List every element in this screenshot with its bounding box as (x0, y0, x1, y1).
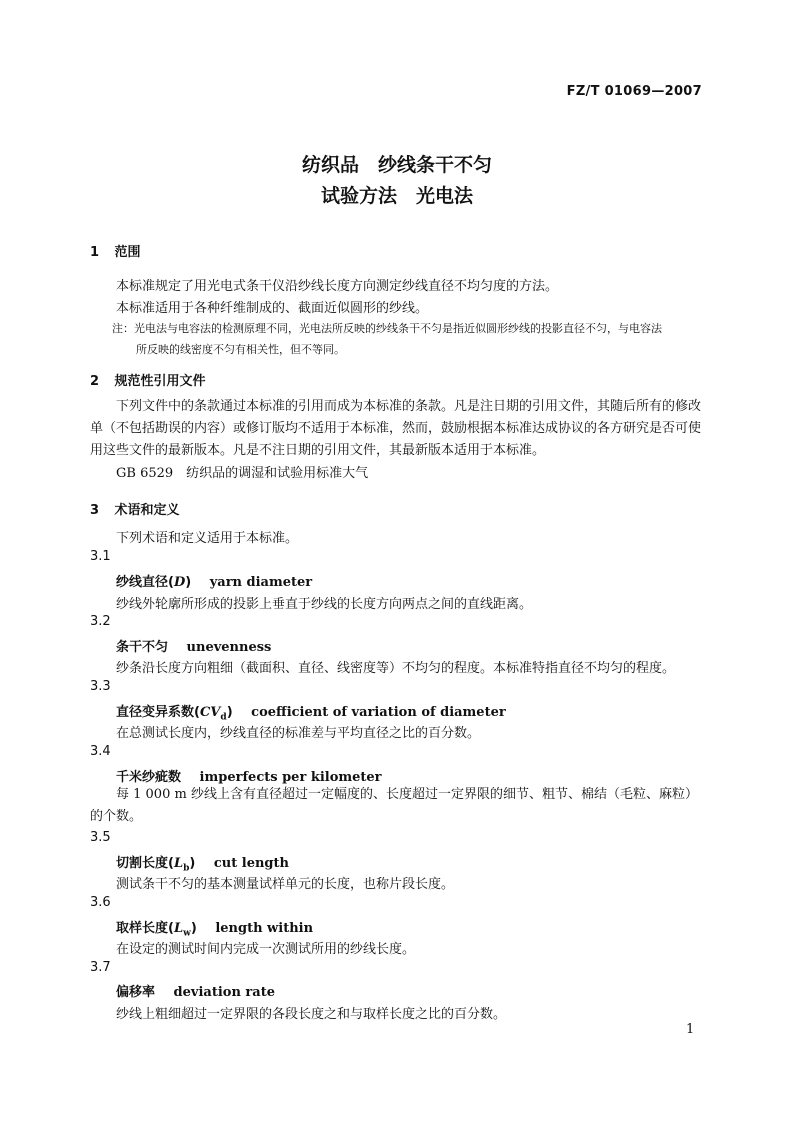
term-zh: 取样长度( (116, 921, 174, 936)
term-zh: 切割长度( (116, 856, 174, 871)
term-zh: 直径变异系数( (116, 705, 200, 720)
term-number: 3.3 (90, 679, 111, 694)
term-zh: 偏移率 (116, 985, 156, 1000)
term-en: cut length (213, 856, 289, 871)
term-zh-close: ) (190, 921, 197, 936)
term-zh-close: ) (189, 856, 196, 871)
term-heading (116, 981, 275, 1000)
title-line-2: 试验方法 光电法 (320, 185, 473, 207)
term-en: coefficient of variation of diameter (251, 705, 506, 720)
note-line-2: 所反映的线密度不匀有相关性，但不等同。 (136, 343, 345, 356)
term-symbol: L (173, 921, 184, 936)
term-definition: 测试条干不匀的基本测量试样单元的长度，也称片段长度。 (116, 877, 455, 892)
term-definition: 纱线外轮廓所形成的投影上垂直于纱线的长度方向两点之间的直线距离。 (116, 597, 533, 612)
term-number: 3.2 (90, 614, 111, 629)
section-1-paragraph-1: 本标准规定了用光电式条干仪沿纱线长度方向测定纱线直径不均匀度的方法。 (116, 279, 559, 294)
section-title: 规范性引用文件 (114, 374, 206, 389)
term-number: 3.4 (90, 744, 111, 759)
term-heading (116, 766, 382, 785)
term-zh-close: ) (226, 705, 233, 720)
section-1-heading (90, 241, 141, 260)
normative-reference: GB 6529 纺织品的调湿和试验用标准大气 (116, 466, 369, 481)
term-heading (116, 636, 271, 655)
section-title: 术语和定义 (114, 503, 180, 518)
section-3-intro: 下列术语和定义适用于本标准。 (116, 531, 299, 546)
term-zh: 条干不匀 (116, 640, 169, 655)
term-heading (116, 852, 289, 874)
term-number: 3.1 (90, 549, 111, 564)
term-en: unevenness (186, 640, 272, 655)
term-definition: 纱条沿长度方向粗细（截面积、直径、线密度等）不均匀的程度。本标准特指直径不均匀的程度。 (116, 661, 676, 676)
section-title: 范围 (114, 245, 141, 260)
term-subscript: d (220, 712, 227, 723)
note-line-1: 注：光电法与电容法的检测原理不同，光电法所反映的纱线条干不匀是指近似圆形纱线的投影直径不匀，与电容法 (112, 322, 662, 335)
term-en: yarn diameter (209, 575, 313, 590)
term-definition: 在总测试长度内，纱线直径的标准差与平均直径之比的百分数。 (116, 726, 481, 741)
term-heading (116, 917, 313, 939)
term-number: 3.6 (90, 895, 111, 910)
term-zh: 纱线直径( (116, 575, 174, 590)
term-en: length within (215, 921, 314, 936)
document-code: FZ/T 01069—2007 (566, 84, 702, 99)
term-symbol: D (173, 575, 186, 590)
term-zh-close: ) (185, 575, 192, 590)
page-number: 1 (686, 1022, 695, 1037)
section-1-paragraph-2: 本标准适用于各种纤维制成的、截面近似圆形的纱线。 (116, 301, 429, 316)
term-number: 3.7 (90, 960, 111, 975)
section-2-heading (90, 370, 206, 389)
term-definition: 在设定的测试时间内完成一次测试所用的纱线长度。 (116, 942, 416, 957)
term-heading (116, 571, 312, 590)
term-definition: 纱线上粗细超过一定界限的各段长度之和与取样长度之比的百分数。 (116, 1007, 507, 1022)
section-3-heading (90, 499, 180, 518)
term-subscript: b (183, 863, 190, 874)
term-number: 3.5 (90, 830, 111, 845)
term-subscript: w (183, 928, 191, 939)
title-line-1: 纺织品 纱线条干不匀 (301, 154, 492, 176)
term-en: imperfects per kilometer (199, 770, 382, 785)
section-2-paragraph: 下列文件中的条款通过本标准的引用而成为本标准的条款。凡是注日期的引用文件，其随后所有的修改单（不包括勘误的内容）或修订版均不适用于本标准，然而，鼓励根据本标准达成协议的各方研究是否可使用这些文件的最新版本。凡是不注日期的引用文件，其最新版本适用于本标准。 (90, 399, 702, 458)
term-symbol: L (173, 856, 184, 871)
term-heading (116, 701, 506, 723)
section-number: 3 (90, 503, 100, 518)
term-definition: 每 1 000 m 纱线上含有直径超过一定幅度的、长度超过一定界限的细节、粗节、棉结（毛粒、麻粒）的个数。 (90, 787, 698, 824)
term-symbol: CV (199, 705, 221, 720)
term-zh: 千米纱疵数 (116, 770, 182, 785)
section-number: 1 (90, 245, 100, 260)
term-en: deviation rate (173, 985, 275, 1000)
section-number: 2 (90, 374, 100, 389)
section-1-note (112, 318, 712, 360)
